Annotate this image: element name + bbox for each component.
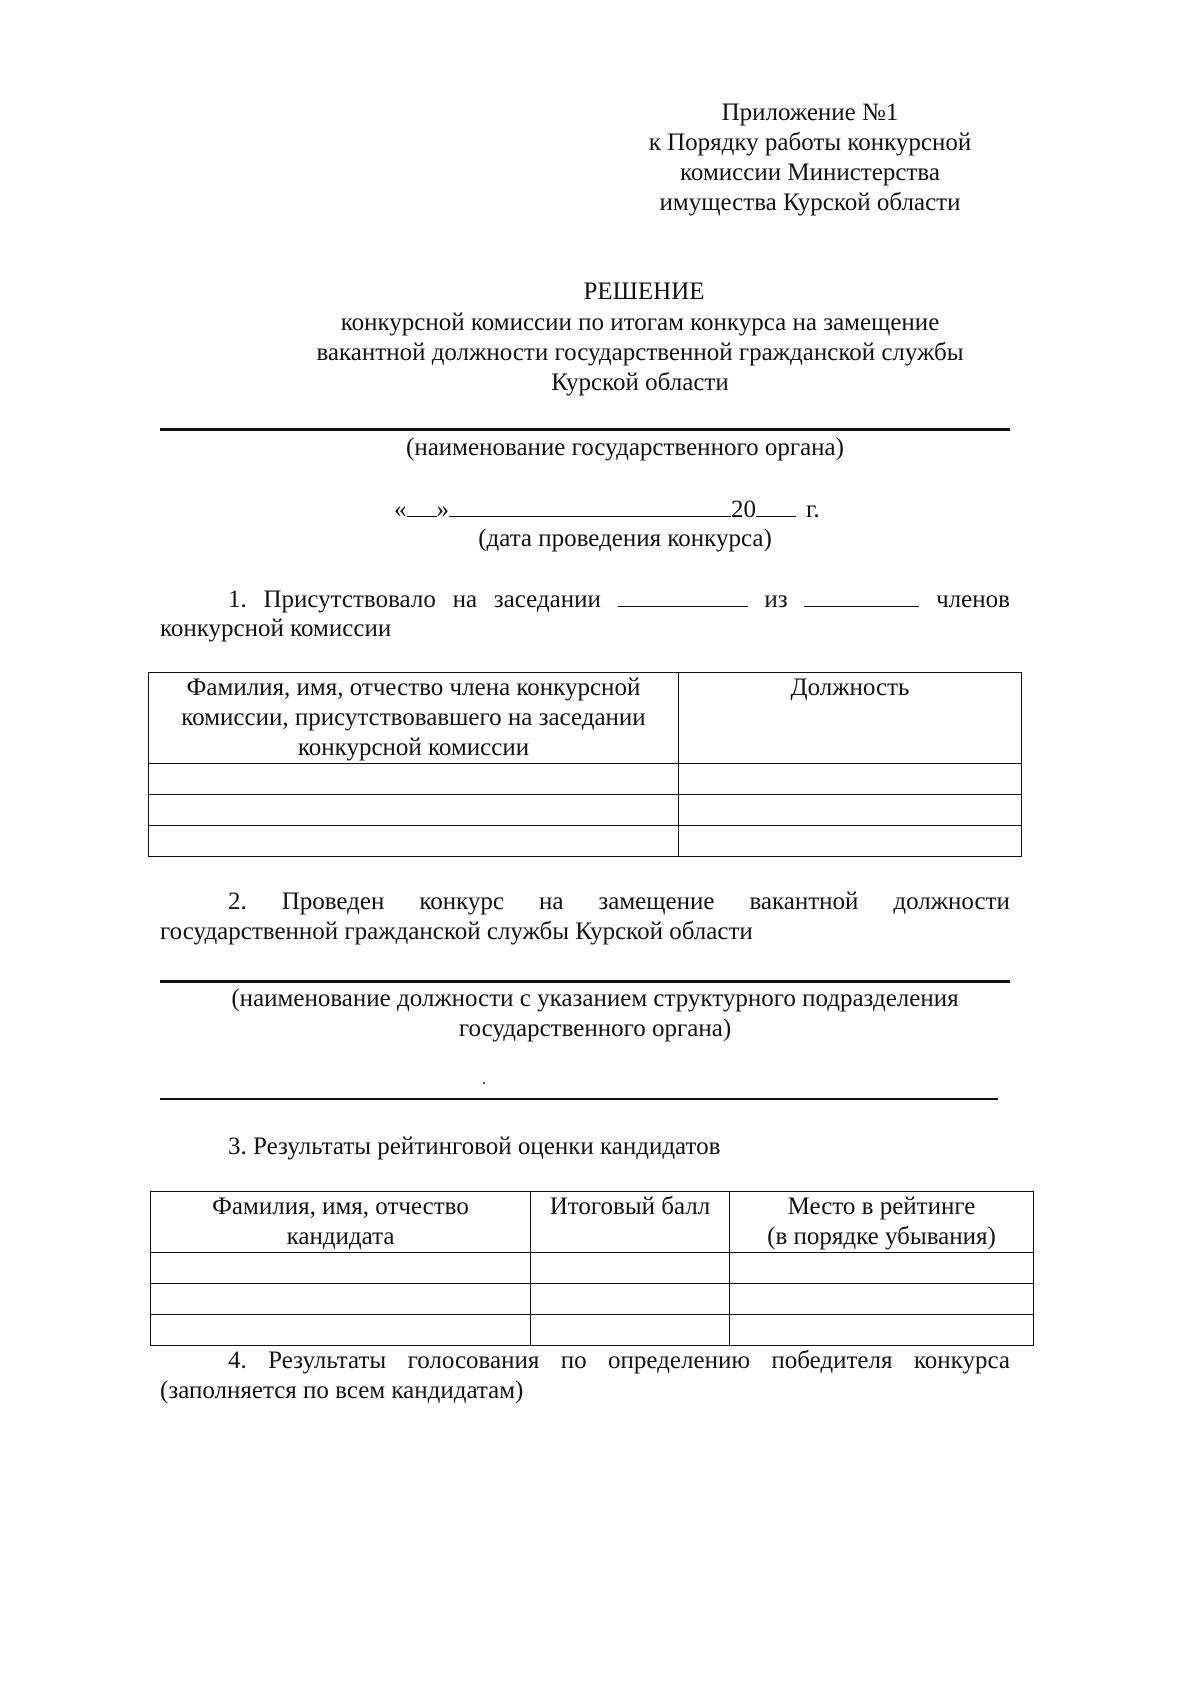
table-cell[interactable] [151, 1315, 531, 1346]
section4-line1 [228, 1346, 1010, 1376]
year-suffix: г. [806, 496, 820, 523]
year-prefix: 20 [731, 496, 756, 523]
section1-line1 [228, 584, 1010, 615]
document-title: РЕШЕНИЕ [583, 278, 705, 305]
members-table [148, 672, 1022, 857]
section2-line2: государственной гражданской службы Курской области [160, 918, 753, 945]
appendix-header-line: Приложение №1 [721, 99, 899, 126]
section3-heading: 3. Результаты рейтинговой оценки кандидатов [228, 1133, 721, 1160]
appendix-header-line: к Порядку работы конкурсной [648, 129, 972, 156]
table-cell[interactable] [679, 764, 1022, 795]
day-blank[interactable] [407, 494, 437, 517]
table-cell[interactable] [149, 826, 679, 857]
final-score-header [531, 1192, 730, 1253]
section4-word: по [560, 1347, 587, 1374]
position-caption [180, 984, 1010, 1044]
date-caption: (дата проведения конкурса) [478, 525, 772, 552]
table-cell[interactable] [531, 1284, 730, 1315]
section1-members-word: членов [936, 586, 1010, 613]
section1-word: заседании [493, 586, 601, 613]
section2-word: должности [893, 888, 1010, 915]
table-row [151, 1315, 1034, 1346]
month-blank[interactable] [449, 494, 731, 517]
header-line: (в порядке убывания) [767, 1223, 996, 1250]
section4-line2: (заполняется по всем кандидатам) [160, 1377, 524, 1404]
table-cell[interactable] [149, 795, 679, 826]
table-cell[interactable] [151, 1253, 531, 1284]
document-subtitle [260, 308, 1020, 398]
subtitle-line: вакантной должности государственной гражданской службы [316, 339, 964, 366]
section1-line2: конкурсной комиссии [160, 615, 392, 642]
appendix-header-line: комиссии Министерства [680, 159, 940, 186]
total-members-blank[interactable] [804, 584, 919, 607]
section4-word: 4. [228, 1347, 247, 1374]
section2-word: Проведен [281, 888, 385, 915]
table-row [149, 826, 1022, 857]
candidate-name-header [151, 1192, 531, 1253]
section4-word: конкурса [913, 1347, 1010, 1374]
table-cell[interactable] [730, 1284, 1034, 1315]
table-cell[interactable] [531, 1253, 730, 1284]
appendix-header [610, 98, 1010, 218]
org-caption: (наименование государственного органа) [406, 434, 844, 461]
table-cell[interactable] [151, 1284, 531, 1315]
table-cell[interactable] [730, 1253, 1034, 1284]
subtitle-line: конкурсной комиссии по итогам конкурса на замещение [340, 309, 940, 336]
table-cell[interactable] [679, 826, 1022, 857]
header-line: конкурсной комиссии [297, 734, 530, 761]
section2-word: вакантной [749, 888, 859, 915]
members-name-header [149, 673, 679, 764]
table-row [149, 795, 1022, 826]
section1-from-word: из [764, 586, 788, 613]
appendix-header-line: имущества Курской области [659, 189, 961, 216]
header-line: Фамилия, имя, отчество члена конкурсной [186, 674, 641, 701]
section4-word: Результаты [268, 1347, 387, 1374]
caption-line: (наименование должности с указанием структурного подразделения [231, 985, 959, 1012]
table-row [149, 764, 1022, 795]
table-row [151, 1284, 1034, 1315]
extra-fill-line[interactable] [160, 1098, 998, 1100]
rating-place-header [730, 1192, 1034, 1253]
table-row [151, 1253, 1034, 1284]
members-position-header [679, 673, 1022, 764]
table-cell[interactable] [531, 1315, 730, 1346]
section1-word: на [452, 586, 478, 613]
year-blank[interactable] [756, 494, 796, 517]
header-line: Фамилия, имя, отчество [212, 1193, 469, 1220]
table-cell[interactable] [149, 764, 679, 795]
section1-word: 1. [228, 586, 247, 613]
rating-table-header [151, 1192, 1034, 1253]
section2-word: замещение [598, 888, 715, 915]
section4-word: определению [608, 1347, 750, 1374]
section4-word: голосования [407, 1347, 540, 1374]
present-count-blank[interactable] [618, 584, 748, 607]
table-cell[interactable] [730, 1315, 1034, 1346]
section2-word: на [538, 888, 564, 915]
members-table-header [149, 673, 1022, 764]
section2-word: конкурс [419, 888, 504, 915]
header-line: комиссии, присутствовавшего на заседании [181, 704, 646, 731]
rating-table [150, 1191, 1034, 1346]
org-name-line[interactable] [160, 428, 1010, 431]
header-line: Должность [790, 674, 910, 701]
date-open-quote: « [394, 496, 407, 523]
stray-dot [483, 1082, 485, 1084]
header-line: Итоговый балл [549, 1193, 711, 1220]
date-field [394, 494, 864, 525]
subtitle-line: Курской области [551, 369, 729, 396]
header-line: кандидата [286, 1223, 395, 1250]
header-line: Место в рейтинге [787, 1193, 976, 1220]
section4-word: победителя [771, 1347, 893, 1374]
table-cell[interactable] [679, 795, 1022, 826]
date-close-quote: » [436, 496, 449, 523]
section2-line1 [228, 887, 1010, 917]
caption-line: государственного органа) [458, 1015, 732, 1042]
section2-word: 2. [228, 888, 247, 915]
position-name-line[interactable] [160, 980, 1010, 983]
section1-word: Присутствовало [263, 586, 436, 613]
